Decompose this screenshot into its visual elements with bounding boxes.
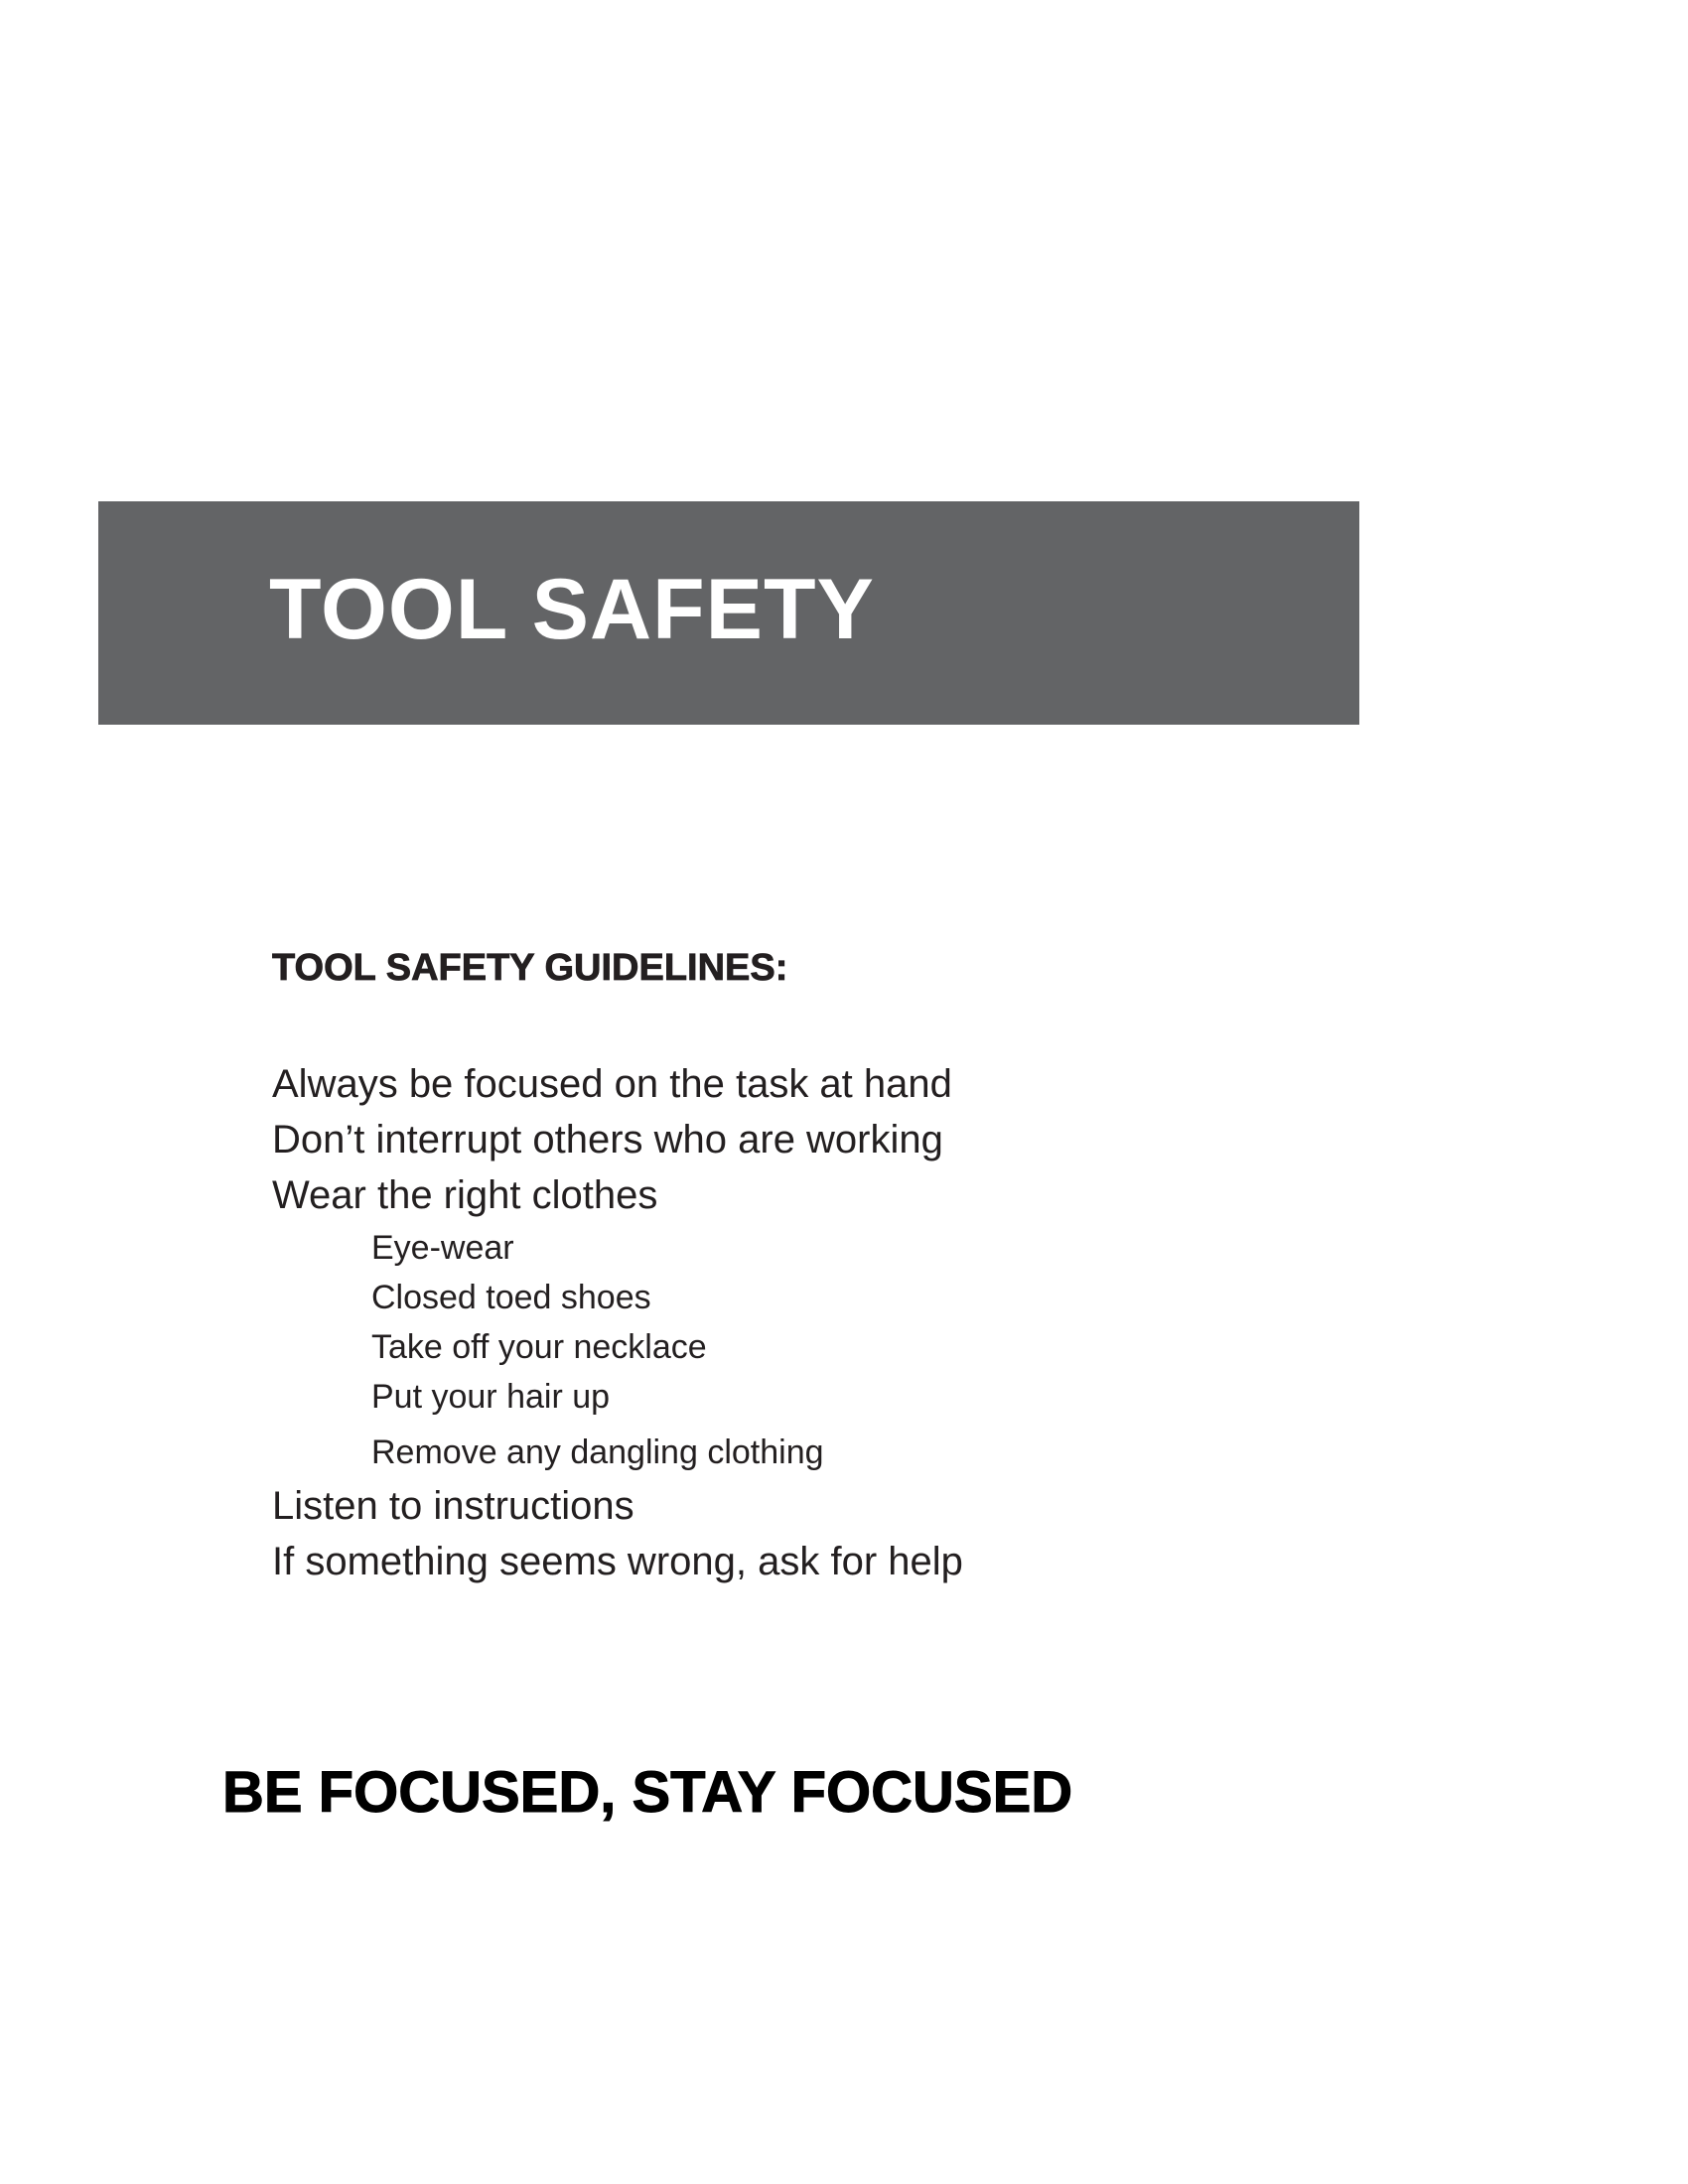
guideline-item-focus: Always be focused on the task at hand — [272, 1062, 952, 1106]
guidelines-heading: TOOL SAFETY GUIDELINES: — [272, 947, 788, 989]
clothing-item-necklace: Take off your necklace — [371, 1328, 707, 1366]
guideline-item-interrupt: Don’t interrupt others who are working — [272, 1118, 943, 1161]
clothing-item-hair: Put your hair up — [371, 1378, 611, 1416]
guideline-item-ask-help: If something seems wrong, ask for help — [272, 1540, 963, 1583]
clothing-item-eyewear: Eye-wear — [371, 1229, 514, 1267]
slogan: BE FOCUSED, STAY FOCUSED — [222, 1760, 1073, 1825]
title-band — [98, 501, 1359, 725]
clothing-item-dangling: Remove any dangling clothing — [371, 1433, 824, 1471]
guideline-item-instructions: Listen to instructions — [272, 1484, 634, 1528]
guideline-item-clothes: Wear the right clothes — [272, 1173, 658, 1217]
page-title: TOOL SAFETY — [269, 562, 875, 657]
clothing-item-shoes: Closed toed shoes — [371, 1279, 651, 1316]
